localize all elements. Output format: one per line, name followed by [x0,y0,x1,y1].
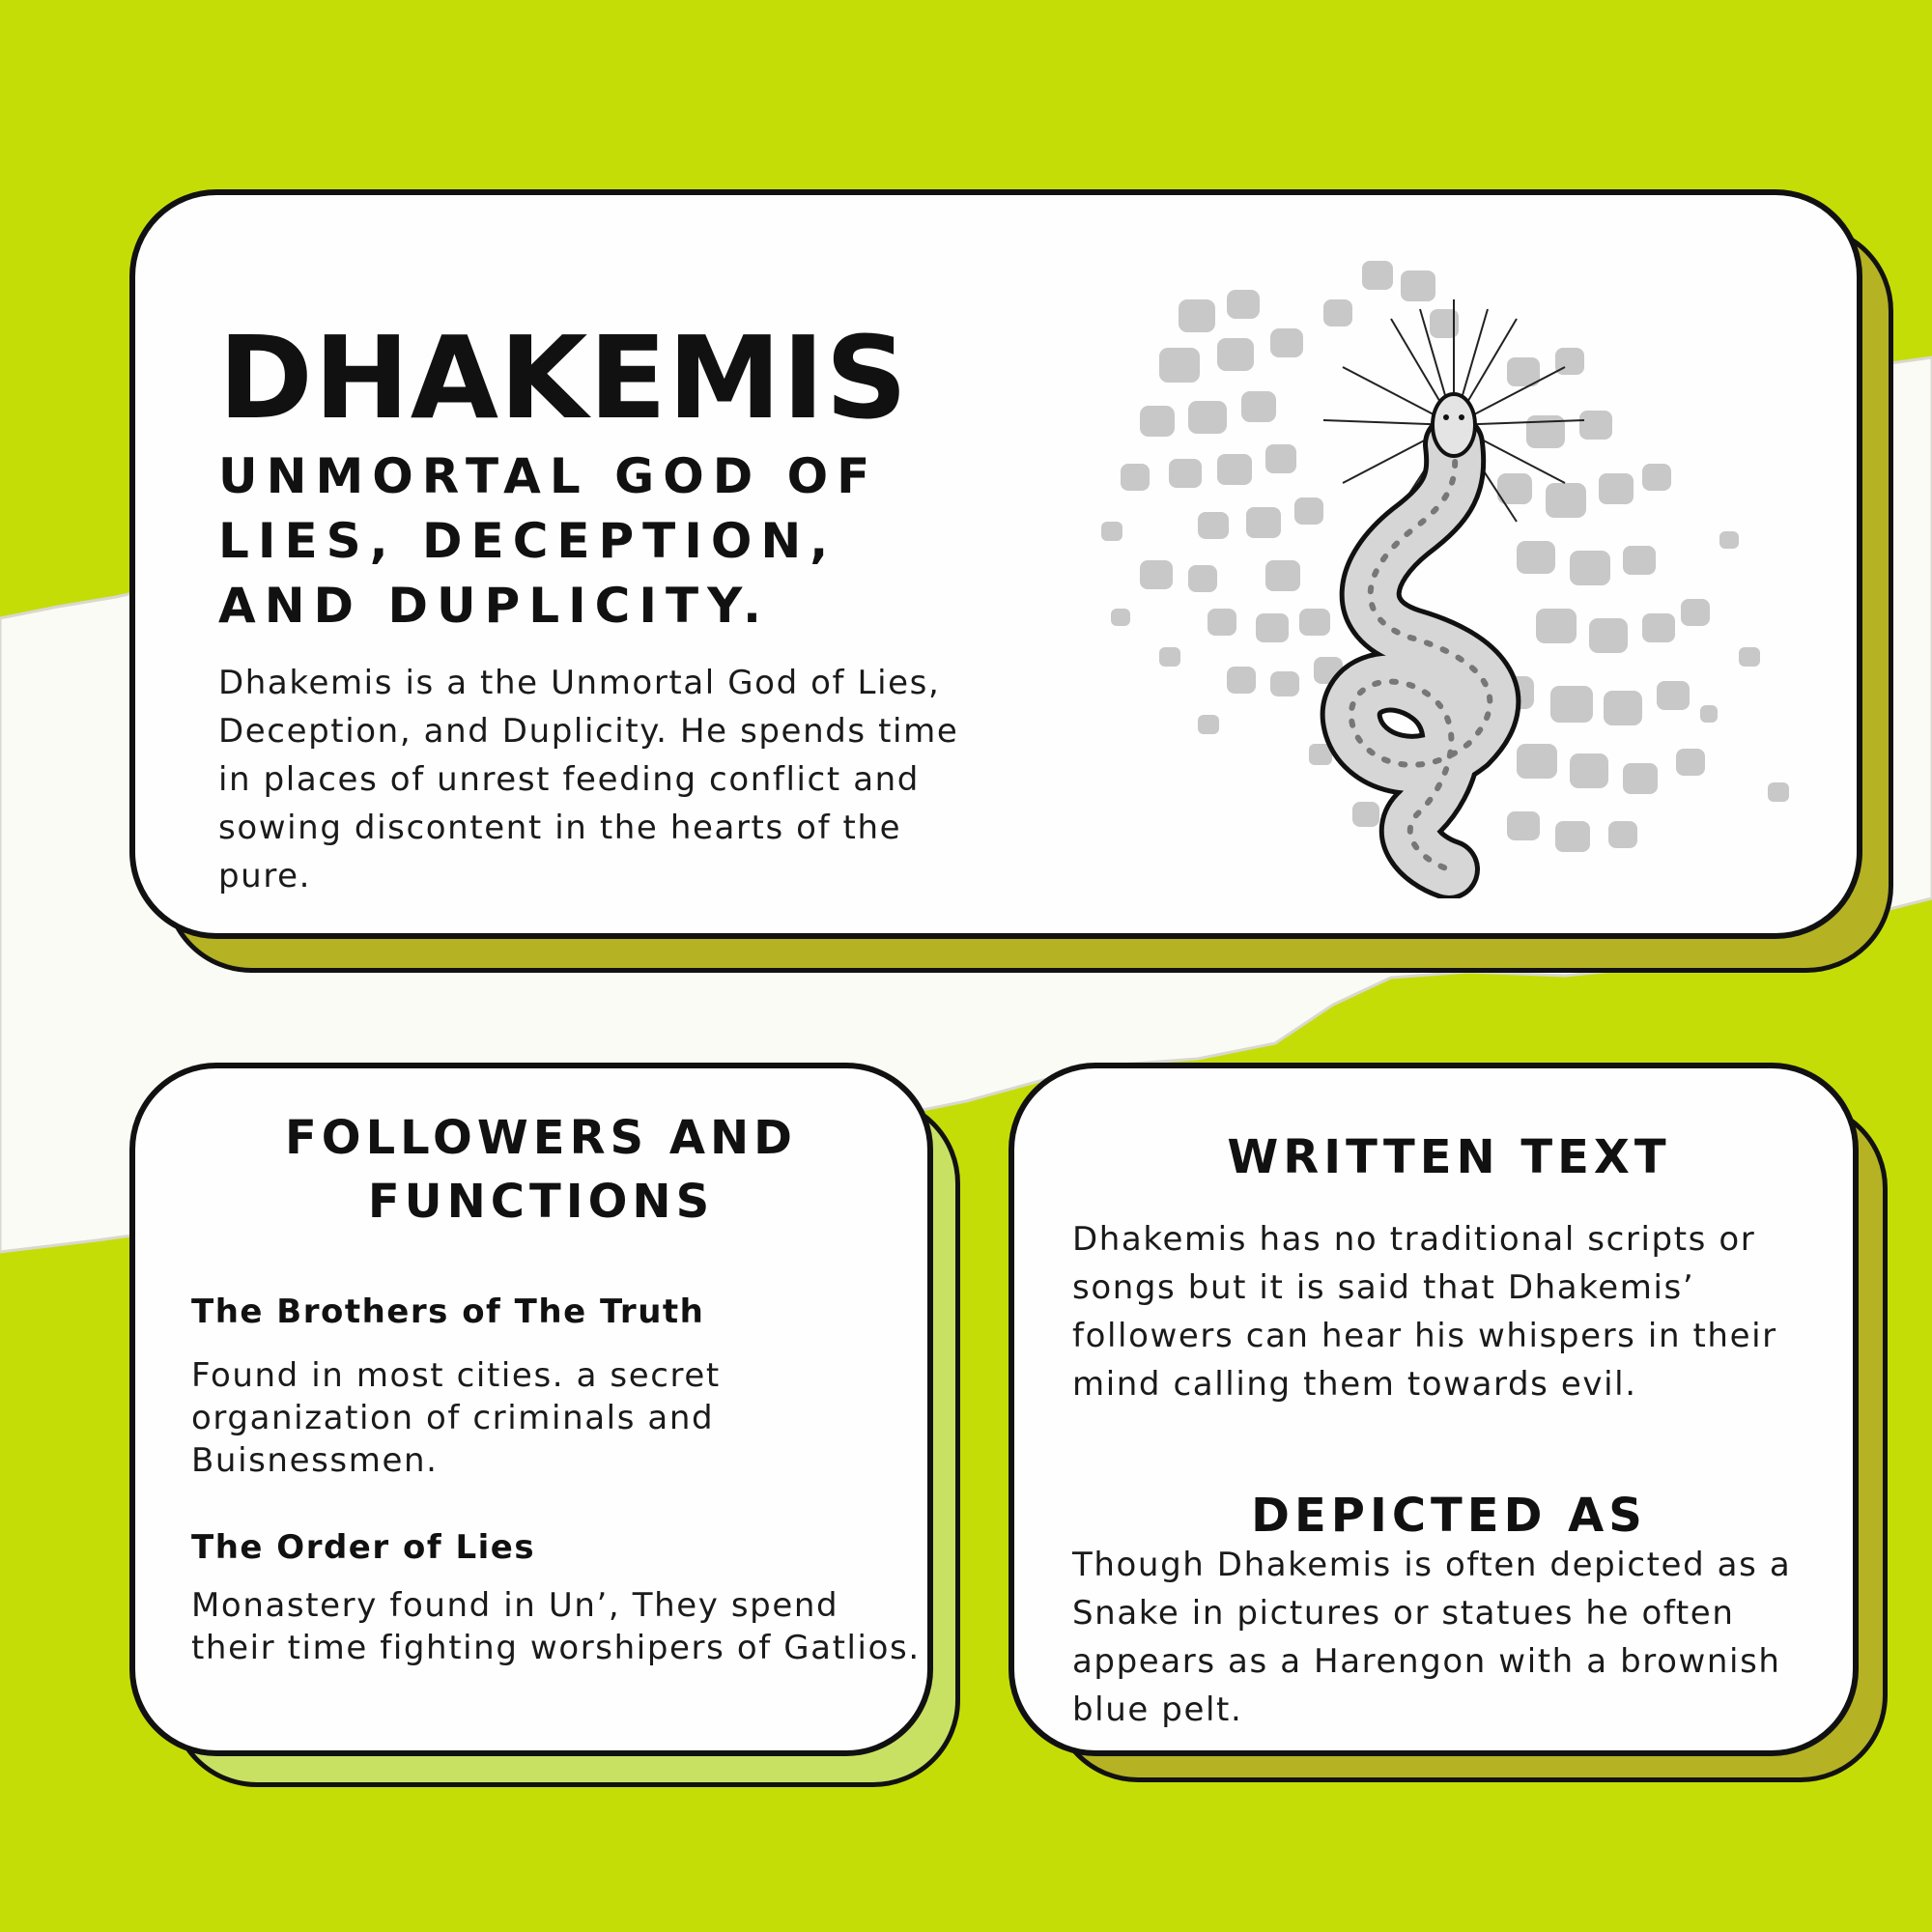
depicted-as-title: DEPICTED AS [1251,1489,1647,1543]
group-title-brothers: The Brothers of The Truth [191,1293,705,1331]
depicted-as-body: Though Dhakemis is often depicted as a Snake in pictures or statues he often appears as a Harengon with a brownish blue pelt. [1072,1546,1792,1729]
page-title: DHAKEMIS [218,311,909,444]
page-subtitle: UNMORTAL GOD OF LIES, DECEPTION, AND DUPLICITY. [218,448,879,634]
group-text-brothers: Found in most cities. a secret organization of criminals and Buisnessmen. [191,1356,721,1480]
followers-title: FOLLOWERS AND FUNCTIONS [285,1111,797,1229]
snake-head [1433,394,1475,456]
written-text-title: WRITTEN TEXT [1227,1130,1671,1184]
group-text-order: Monastery found in Un’, They spend their time fighting worshipers of Gatlios. [191,1586,921,1667]
group-title-order: The Order of Lies [191,1528,536,1567]
snake-icon [1101,242,1797,898]
written-text-body: Dhakemis has no traditional scripts or songs but it is said that Dhakemis’ followers can hear his whispers in their mind calling them towards evil. [1072,1220,1777,1404]
intro-text: Dhakemis is a the Unmortal God of Lies, Deception, and Duplicity. He spends time in places of unrest feeding conflict and sowing discontent in the hearts of the pure. [218,664,959,895]
